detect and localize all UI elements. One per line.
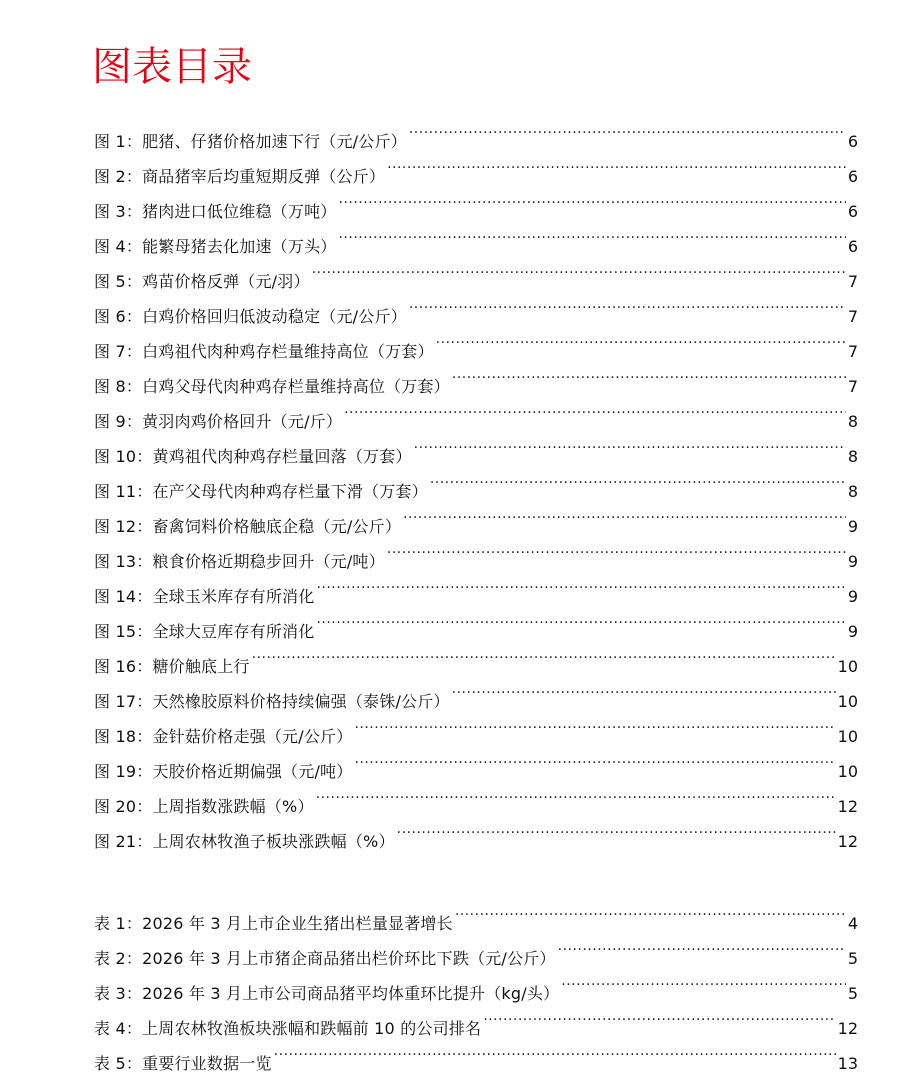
toc-entry-label: 图 16：糖价触底上行 <box>94 657 250 676</box>
toc-entry-page: 12 <box>837 797 858 816</box>
dot-leader <box>274 1034 836 1069</box>
toc-entry-label: 图 19：天胶价格近期偏强（元/吨） <box>94 762 353 781</box>
toc-entry-page: 4 <box>847 914 858 933</box>
toc-entry-label: 图 2：商品猪宰后均重短期反弹（公斤） <box>94 167 386 186</box>
toc-entry-label: 图 20：上周指数涨跌幅（%） <box>94 797 314 816</box>
toc-entry-page: 5 <box>847 949 858 968</box>
dot-leader <box>252 637 836 672</box>
toc-entry-page: 6 <box>847 132 858 151</box>
toc-entry-label: 图 13：粮食价格近期稳步回升（元/吨） <box>94 552 385 571</box>
toc-entry-page: 10 <box>837 727 858 746</box>
toc-entry[interactable] <box>94 112 858 151</box>
toc-entry-label: 图 10：黄鸡祖代肉种鸡存栏量回落（万套） <box>94 447 412 466</box>
dot-leader <box>338 217 845 252</box>
dot-leader <box>409 112 846 147</box>
dot-leader <box>316 777 836 812</box>
toc-entry[interactable] <box>94 894 858 933</box>
toc-entry-label: 图 9：黄羽肉鸡价格回升（元/斤） <box>94 412 343 431</box>
dot-leader <box>397 812 836 847</box>
toc-entry-page: 6 <box>847 167 858 186</box>
toc-entry-page: 8 <box>847 482 858 501</box>
toc-entry-label: 图 6：白鸡价格回归低波动稳定（元/公斤） <box>94 307 407 326</box>
toc-entry-page: 12 <box>837 832 858 851</box>
dot-leader <box>316 567 845 602</box>
dot-leader <box>312 252 846 287</box>
dot-leader <box>409 287 846 322</box>
dot-leader <box>452 357 846 392</box>
toc-entry-label: 表 2：2026 年 3 月上市猪企商品猪出栏价环比下跌（元/公斤） <box>94 949 556 968</box>
toc-entry-label: 图 14：全球玉米库存有所消化 <box>94 587 315 606</box>
dot-leader <box>387 532 846 567</box>
toc-entry-page: 7 <box>847 377 858 396</box>
toc-entry-label: 图 4：能繁母猪去化加速（万头） <box>94 237 337 256</box>
dot-leader <box>452 672 836 707</box>
dot-leader <box>316 602 845 637</box>
dot-leader <box>455 894 846 929</box>
toc-entry-page: 12 <box>837 1019 858 1038</box>
toc-entry-page: 9 <box>847 587 858 606</box>
dot-leader <box>403 497 846 532</box>
toc-entry-label: 图 8：白鸡父母代肉种鸡存栏量维持高位（万套） <box>94 377 450 396</box>
dot-leader <box>430 462 846 497</box>
toc-entry-page: 7 <box>847 307 858 326</box>
toc-entry-label: 图 15：全球大豆库存有所消化 <box>94 622 315 641</box>
dot-leader <box>483 999 835 1034</box>
toc-entry-label: 图 1：肥猪、仔猪价格加速下行（元/公斤） <box>94 132 407 151</box>
toc-entry-page: 5 <box>847 984 858 1003</box>
toc-entry-label: 表 4：上周农林牧渔板块涨幅和跌幅前 10 的公司排名 <box>94 1019 482 1038</box>
toc-entry-label: 表 5：重要行业数据一览 <box>94 1054 272 1073</box>
toc-entry-page: 6 <box>847 237 858 256</box>
toc-entry-page: 8 <box>847 412 858 431</box>
toc-entry-label: 图 11：在产父母代肉种鸡存栏量下滑（万套） <box>94 482 428 501</box>
toc-entry-page: 13 <box>837 1054 858 1073</box>
dot-leader <box>436 322 846 357</box>
figure-list <box>94 112 858 851</box>
toc-entry-label: 图 7：白鸡祖代肉种鸡存栏量维持高位（万套） <box>94 342 434 361</box>
toc-entry-page: 8 <box>847 447 858 466</box>
dot-leader <box>354 707 835 742</box>
toc-entry-label: 图 18：金针菇价格走强（元/公斤） <box>94 727 353 746</box>
toc-entry-label: 图 12：畜禽饲料价格触底企稳（元/公斤） <box>94 517 402 536</box>
toc-entry-page: 9 <box>847 622 858 641</box>
page-title: 图表目录 <box>92 43 252 90</box>
toc-entry-label: 图 5：鸡苗价格反弹（元/羽） <box>94 272 310 291</box>
toc-entry-page: 7 <box>847 342 858 361</box>
toc-entry-page: 10 <box>837 657 858 676</box>
dot-leader <box>558 929 846 964</box>
dot-leader <box>354 742 835 777</box>
toc-entry-label: 表 1：2026 年 3 月上市企业生猪出栏量显著增长 <box>94 914 453 933</box>
toc-entry-label: 图 21：上周农林牧渔子板块涨跌幅（%） <box>94 832 395 851</box>
dot-leader <box>414 427 846 462</box>
toc-entry-page: 9 <box>847 552 858 571</box>
dot-leader <box>387 147 846 182</box>
table-list <box>94 894 858 1073</box>
toc-entry-page: 9 <box>847 517 858 536</box>
toc-entry-label: 图 17：天然橡胶原料价格持续偏强（泰铢/公斤） <box>94 692 450 711</box>
toc-entry-label: 图 3：猪肉进口低位维稳（万吨） <box>94 202 337 221</box>
dot-leader <box>561 964 846 999</box>
toc-entry-label: 表 3：2026 年 3 月上市公司商品猪平均体重环比提升（kg/头） <box>94 984 560 1003</box>
dot-leader <box>338 182 845 217</box>
toc-entry-page: 10 <box>837 692 858 711</box>
toc-entry-page: 6 <box>847 202 858 221</box>
dot-leader <box>344 392 846 427</box>
toc-entry-page: 10 <box>837 762 858 781</box>
toc-entry-page: 7 <box>847 272 858 291</box>
